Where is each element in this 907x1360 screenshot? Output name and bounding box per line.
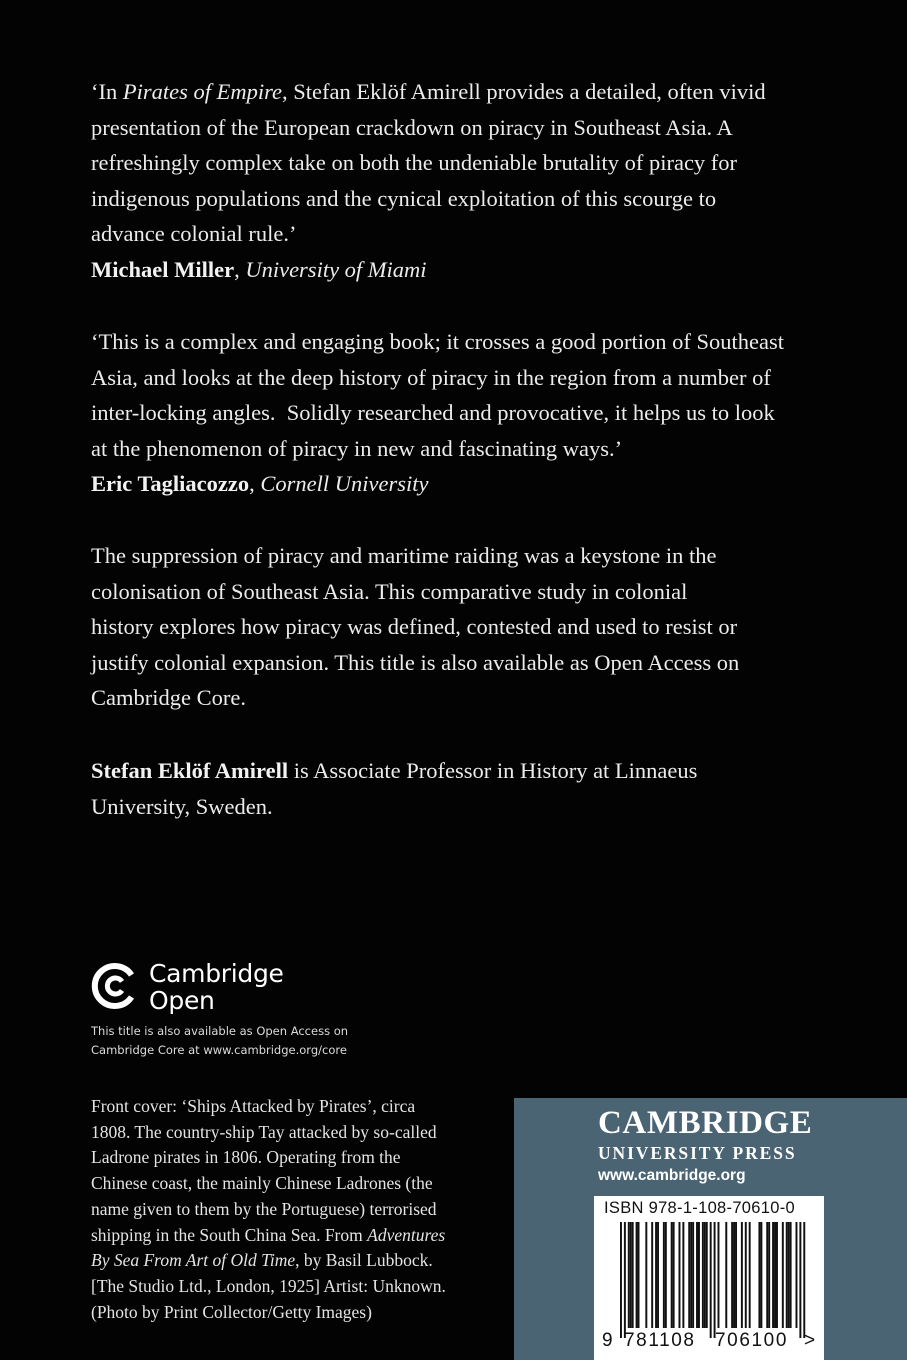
barcode-digits-group-1: 781108 xyxy=(624,1330,696,1351)
barcode-guard-bar xyxy=(710,1222,712,1338)
cover-credit xyxy=(91,1094,491,1325)
barcode-bar xyxy=(663,1222,665,1328)
review-1-line: refreshingly complex take on both the undeniable brutality of piracy for xyxy=(91,150,738,175)
review-2-attribution: Eric Tagliacozzo, Cornell University xyxy=(91,471,429,496)
cambridge-open-wordmark xyxy=(149,960,284,1014)
reviewer-name: Eric Tagliacozzo xyxy=(91,471,250,496)
barcode-bar xyxy=(790,1222,792,1328)
barcode-bar xyxy=(733,1222,735,1328)
publisher-panel xyxy=(514,1098,907,1360)
wordmark-line-2: Open xyxy=(149,986,215,1015)
review-2-line: inter-locking angles. Solidly researched and provocative, it helps us to look xyxy=(91,400,775,425)
publisher-name xyxy=(598,1104,812,1164)
barcode-bar xyxy=(636,1222,638,1328)
barcode-bar xyxy=(772,1222,774,1328)
barcode-bar xyxy=(786,1222,788,1328)
barcode-bar xyxy=(655,1222,657,1328)
credit-line: 1808. The country-ship Tay attacked by so-called xyxy=(91,1121,437,1142)
reviewer-affiliation: University of Miami xyxy=(245,256,427,282)
barcode-bar xyxy=(774,1222,776,1328)
description-line: history explores how piracy was defined, contested and used to resist or xyxy=(91,614,738,639)
description-line: justify colonial expansion. This title is also available as Open Access on xyxy=(91,649,740,675)
barcode-guard-bar xyxy=(799,1222,801,1338)
barcode-bar xyxy=(632,1222,634,1328)
open-access-note-line: Cambridge Core at www.cambridge.org/core xyxy=(91,1043,347,1057)
barcode-guard-bar xyxy=(624,1222,626,1338)
barcode-bar xyxy=(702,1222,704,1328)
barcode-bar xyxy=(788,1222,790,1328)
credit-line: By Sea From Art of Old Time, by Basil Lubbock. xyxy=(91,1250,433,1271)
barcode-bar xyxy=(706,1222,708,1328)
barcode-guard-bar xyxy=(803,1222,805,1338)
barcode-bar xyxy=(741,1222,743,1328)
review-1 xyxy=(91,74,811,287)
review-2-line: ‘This is a complex and engaging book; it crosses a good portion of Southeast xyxy=(91,329,785,354)
barcode-bar xyxy=(665,1222,667,1328)
barcode-bar xyxy=(651,1222,653,1328)
barcode-bar xyxy=(768,1222,770,1328)
credit-line: Ladrone pirates in 1806. Operating from the xyxy=(91,1147,401,1168)
barcode-bar xyxy=(718,1222,720,1328)
author-name: Stefan Eklöf Amirell xyxy=(91,758,289,783)
reviewer-affiliation: Cornell University xyxy=(260,471,429,496)
barcode-bar xyxy=(698,1222,700,1328)
barcode-bar xyxy=(782,1222,784,1328)
review-2 xyxy=(91,324,811,502)
barcode-end-mark: > xyxy=(804,1330,816,1351)
barcode-bar xyxy=(776,1222,778,1328)
barcode-bar xyxy=(657,1222,659,1328)
barcode-guard-bar xyxy=(714,1222,716,1338)
review-1-line: ‘In Pirates of Empire, Stefan Eklöf Amirell provides a detailed, often vivid xyxy=(91,79,766,104)
barcode-bar xyxy=(758,1222,760,1328)
barcode-bar xyxy=(796,1222,798,1328)
source-title: By Sea From Art of Old Time xyxy=(91,1250,296,1271)
barcode-bar xyxy=(725,1222,727,1328)
barcode-bar xyxy=(688,1222,690,1328)
publisher-url: www.cambridge.org xyxy=(598,1167,746,1184)
barcode-bar xyxy=(749,1222,751,1328)
review-2-line: at the phenomenon of piracy in new and fascinating ways.’ xyxy=(91,435,623,461)
barcode-bar xyxy=(692,1222,694,1328)
description-line: The suppression of piracy and maritime raiding was a keystone in the xyxy=(91,543,717,568)
book-title: Pirates of Empire xyxy=(122,79,283,104)
description-line: colonisation of Southeast Asia. This comparative study in colonial xyxy=(91,578,688,604)
barcode-bar xyxy=(671,1222,673,1328)
cambridge-open-icon xyxy=(91,962,139,1010)
isbn-label: ISBN 978-1-108-70610-0 xyxy=(604,1199,795,1217)
review-1-line: advance colonial rule.’ xyxy=(91,221,297,246)
barcode-bar xyxy=(682,1222,684,1328)
credit-line: Front cover: ‘Ships Attacked by Pirates’, circa xyxy=(91,1096,416,1116)
credit-line: [The Studio Ltd., London, 1925] Artist: Unknown. xyxy=(91,1275,446,1296)
publisher-name-line-1: CAMBRIDGE xyxy=(598,1105,813,1141)
credit-line: shipping in the South China Sea. From Adventures xyxy=(91,1224,446,1245)
barcode-bar xyxy=(673,1222,675,1328)
barcode-guard-bar xyxy=(620,1222,622,1338)
source-title: Adventures xyxy=(367,1224,446,1245)
credit-line: name given to them by the Portuguese) terrorised xyxy=(91,1198,437,1219)
cambridge-open-logo xyxy=(91,959,411,1022)
review-1-line: indigenous populations and the cynical exploitation of this scourge to xyxy=(91,185,717,211)
barcode-bar xyxy=(679,1222,681,1328)
barcode-bar xyxy=(690,1222,692,1328)
review-2-line: Asia, and looks at the deep history of piracy in the region from a number of xyxy=(91,364,771,390)
author-bio-line: University, Sweden. xyxy=(91,793,273,819)
open-access-note-line: This title is also available as Open Access on xyxy=(91,1024,349,1038)
barcode-bar xyxy=(628,1222,630,1328)
barcode-bar xyxy=(745,1222,747,1328)
barcode-bar xyxy=(696,1222,698,1328)
barcode-bar xyxy=(638,1222,640,1328)
publisher-name-line-2: UNIVERSITY PRESS xyxy=(598,1143,797,1163)
review-1-line: presentation of the European crackdown on piracy in Southeast Asia. A xyxy=(91,114,733,140)
author-bio xyxy=(91,753,811,824)
barcode-bar xyxy=(630,1222,632,1328)
book-description xyxy=(91,538,811,716)
barcode-digit-first: 9 xyxy=(602,1330,613,1351)
description-line: Cambridge Core. xyxy=(91,685,246,710)
author-bio-line: Stefan Eklöf Amirell is Associate Professor in History at Linnaeus xyxy=(91,758,698,783)
barcode-bar xyxy=(645,1222,647,1328)
barcode-bar xyxy=(735,1222,737,1328)
reviewer-name: Michael Miller xyxy=(91,256,235,282)
barcode-bar xyxy=(704,1222,706,1328)
barcode-digits-group-2: 706100 xyxy=(715,1330,789,1351)
barcode-bar xyxy=(766,1222,768,1328)
barcode-bar xyxy=(731,1222,733,1328)
credit-line: (Photo by Print Collector/Getty Images) xyxy=(91,1301,372,1322)
review-1-attribution: Michael Miller, University of Miami xyxy=(91,256,427,282)
wordmark-line-1: Cambridge xyxy=(149,959,284,988)
open-access-note xyxy=(91,1022,391,1060)
barcode-bar xyxy=(760,1222,762,1328)
barcode xyxy=(594,1196,824,1360)
credit-line: Chinese coast, the mainly Chinese Ladrones (the xyxy=(91,1173,433,1194)
